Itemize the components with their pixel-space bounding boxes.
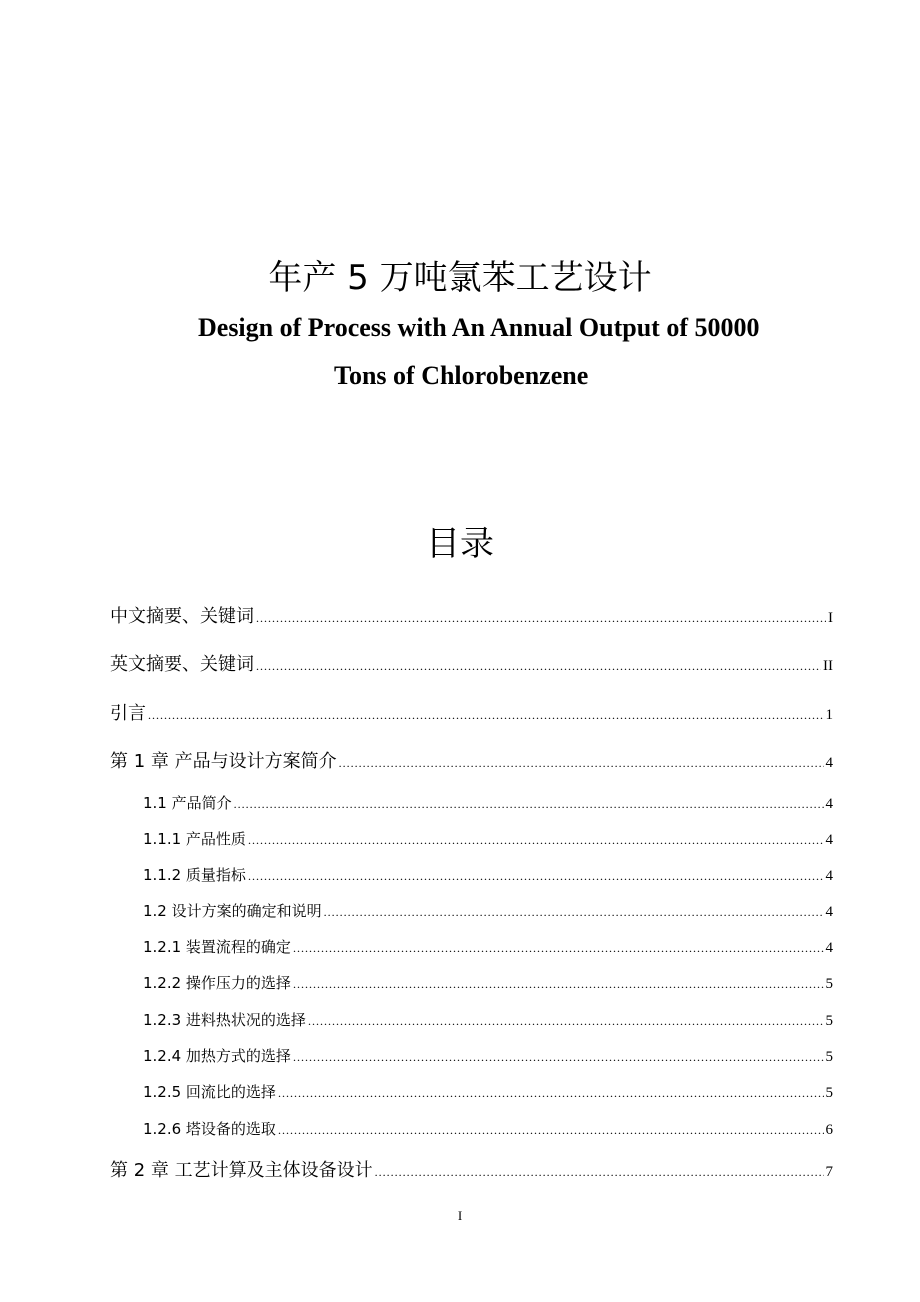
- toc-entry[interactable]: [110, 701, 833, 728]
- toc-entry-label: 1.2.2 操作压力的选择: [143, 974, 291, 992]
- toc-entry-page: 7: [825, 1164, 833, 1180]
- toc-entry-page: 5: [825, 1085, 833, 1101]
- toc-entry-page: 4: [825, 755, 833, 771]
- toc-dot-leader: [293, 973, 824, 995]
- toc-entry[interactable]: [143, 900, 833, 923]
- toc-entry-page: 6: [825, 1122, 833, 1138]
- toc-dot-leader: [375, 1159, 824, 1185]
- toc-entry[interactable]: [110, 749, 833, 776]
- toc-entry[interactable]: [143, 828, 833, 851]
- toc-entry-label: 第 2 章 工艺计算及主体设备设计: [110, 1160, 373, 1181]
- toc-dot-leader: [293, 1046, 824, 1068]
- toc-entry[interactable]: [143, 1081, 833, 1104]
- toc-entry[interactable]: [143, 1118, 833, 1141]
- toc-dot-leader: [248, 829, 824, 851]
- toc-entry-label: 第 1 章 产品与设计方案简介: [110, 751, 337, 772]
- toc-entry-page: 1: [825, 707, 833, 723]
- toc-entry-label: 1.1 产品简介: [143, 794, 232, 812]
- toc-dot-leader: [278, 1082, 824, 1104]
- toc-entry-label: 1.2.3 进料热状况的选择: [143, 1011, 306, 1029]
- toc-dot-leader: [278, 1119, 824, 1141]
- toc-dot-leader: [248, 865, 824, 887]
- toc-dot-leader: [324, 901, 824, 923]
- toc-entry-label: 1.2 设计方案的确定和说明: [143, 902, 322, 920]
- toc-entry-page: 4: [825, 868, 833, 884]
- footer-page-number: I: [457, 1208, 463, 1223]
- toc-entry-page: II: [823, 658, 833, 674]
- toc-entry-label: 1.2.1 装置流程的确定: [143, 938, 291, 956]
- toc-entry-label: 1.1.1 产品性质: [143, 830, 246, 848]
- toc-entry-page: 4: [825, 940, 833, 956]
- toc-entry-label: 1.1.2 质量指标: [143, 866, 246, 884]
- toc-entry-label: 引言: [110, 703, 146, 724]
- toc-entry-page: 5: [825, 976, 833, 992]
- toc-entry-page: 4: [825, 832, 833, 848]
- toc-dot-leader: [256, 605, 826, 631]
- toc-entry-page: 5: [825, 1013, 833, 1029]
- toc-entry[interactable]: [110, 1158, 833, 1185]
- toc-dot-leader: [256, 653, 821, 679]
- toc-entry[interactable]: [110, 604, 833, 631]
- toc-entry-label: 中文摘要、关键词: [110, 606, 254, 627]
- toc-entry-label: 1.2.4 加热方式的选择: [143, 1047, 291, 1065]
- toc-entry-label: 1.2.6 塔设备的选取: [143, 1120, 276, 1138]
- toc-entry[interactable]: [143, 936, 833, 959]
- title-chinese: 年产 5 万吨氯苯工艺设计: [268, 258, 652, 298]
- toc-dot-leader: [234, 793, 824, 815]
- toc-entry-label: 英文摘要、关键词: [110, 654, 254, 675]
- toc-entry[interactable]: [143, 864, 833, 887]
- title-english-line-2: Tons of Chlorobenzene: [334, 361, 589, 390]
- title-english-line-1: Design of Process with An Annual Output of 50000: [198, 313, 760, 342]
- toc-dot-leader: [148, 702, 824, 728]
- toc-entry-page: 5: [825, 1049, 833, 1065]
- toc-entry[interactable]: [143, 1045, 833, 1068]
- toc-entry-page: 4: [825, 796, 833, 812]
- toc-entry[interactable]: [110, 652, 833, 679]
- toc-dot-leader: [339, 750, 824, 776]
- toc-dot-leader: [308, 1010, 824, 1032]
- toc-entry[interactable]: [143, 792, 833, 815]
- toc-entry[interactable]: [143, 972, 833, 995]
- toc-entry-page: I: [828, 610, 833, 626]
- toc-dot-leader: [293, 937, 824, 959]
- toc-heading: 目录: [426, 524, 494, 564]
- toc-entry[interactable]: [143, 1009, 833, 1032]
- toc-entry-label: 1.2.5 回流比的选择: [143, 1083, 276, 1101]
- toc-entry-page: 4: [825, 904, 833, 920]
